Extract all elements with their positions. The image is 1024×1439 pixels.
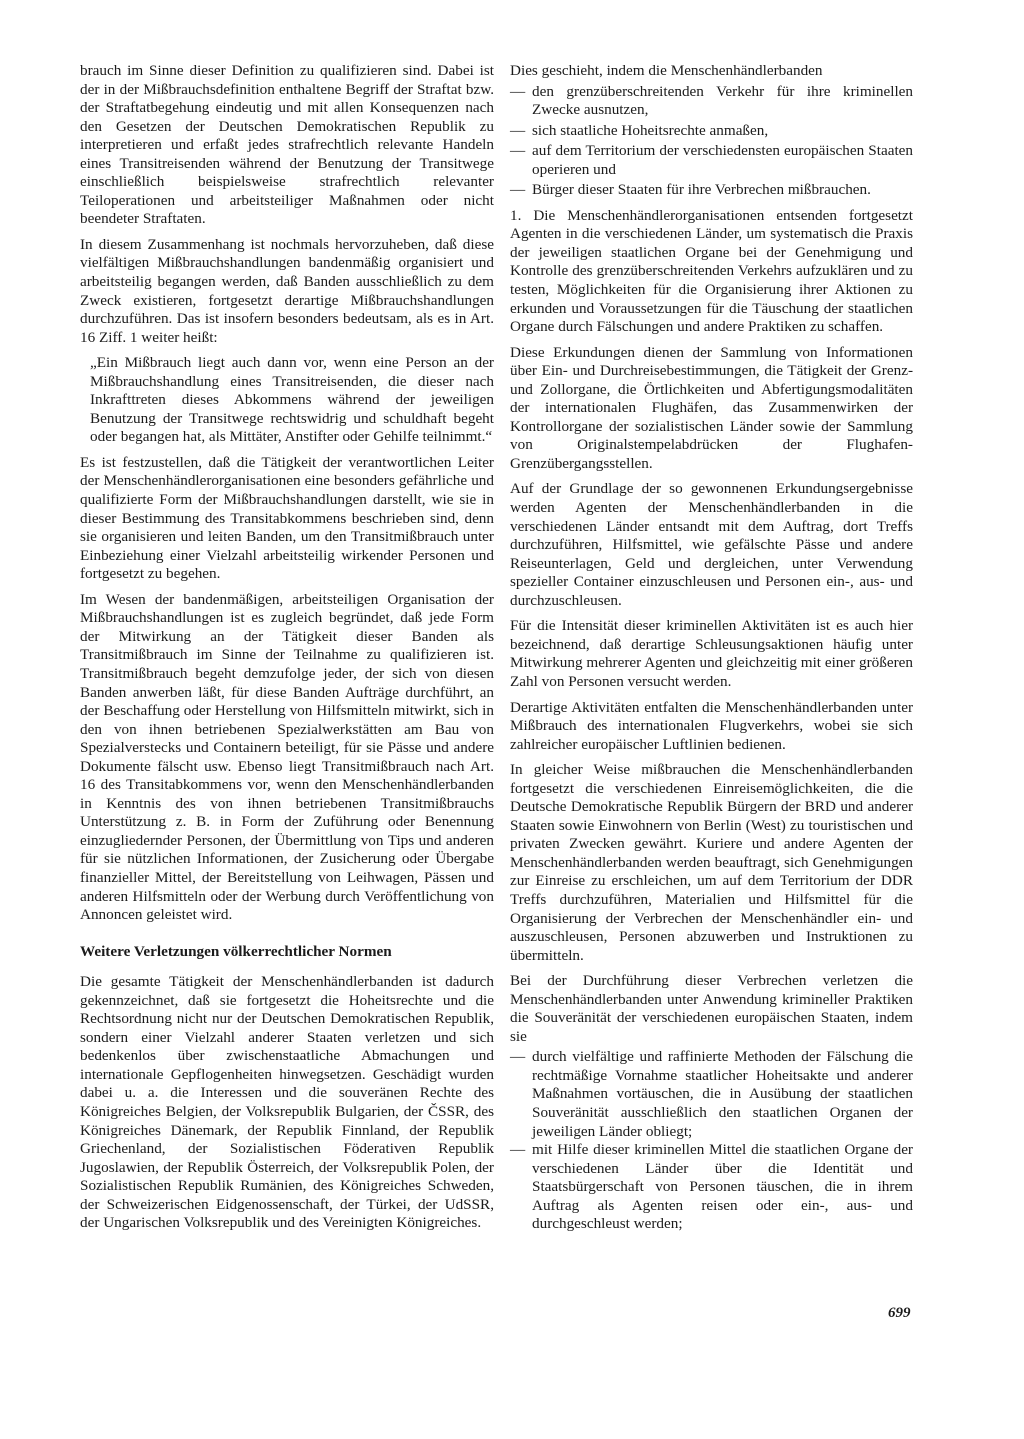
dash-list bbox=[510, 83, 913, 200]
list-item: — durch vielfältige und raffinierte Methoden der Fälschung die rechtmäßige Vornahme staatlicher Hoheitsakte und anderer Maßnahmen vortäuschen, die in Ausübung der staatlichen Souveränität ausschließlich den staatlichen Organen der jeweiligen Länder obliegt; bbox=[510, 1048, 913, 1141]
list-item: — mit Hilfe dieser kriminellen Mittel die staatlichen Organe der verschiedenen Länder über die Identität und Staatsbürgerschaft von Personen täuschen, die in ihrem Auftrag als Agenten reisen oder ein-, aus- und durchgeschleust werden; bbox=[510, 1141, 913, 1234]
paragraph: Bei der Durchführung dieser Verbrechen verletzen die Menschenhändlerbanden unter Anwendung krimineller Praktiken die Souveränität der verschiedenen europäischen Staaten, indem sie bbox=[510, 972, 913, 1045]
paragraph: Dies geschieht, indem die Menschenhändlerbanden bbox=[510, 62, 823, 79]
paragraph: Auf der Grundlage der so gewonnenen Erkundungsergebnisse werden Agenten der Menschenhändlerbanden in die verschiedenen Länder entsandt mit dem Auftrag, dort Treffs durchzuführen, Hilfsmittel, wie gefälschte Pässe und andere Reiseunterlagen, Geld und dergleichen, unter Verwendung spezieller Container einzuschleusen und Personen ein-, aus- und durchzuschleusen. bbox=[510, 480, 913, 609]
list-item: — Bürger dieser Staaten für ihre Verbrechen mißbrauchen. bbox=[510, 181, 913, 200]
list-item: — sich staatliche Hoheitsrechte anmaßen, bbox=[510, 122, 913, 141]
paragraph: Die gesamte Tätigkeit der Menschenhändlerbanden ist dadurch gekennzeichnet, daß sie fortgesetzt die Hoheitsrechte und die Rechtsordnung nicht nur der Deutschen Demokratischen Republik, sondern einer Vielzahl anderer Staaten verletzen und sich bedenkenlos über zwischenstaatliche Abmachungen und internationale Gepflogenheiten hinwegsetzen. Geschädigt wurden dabei u. a. die Interessen und die souveränen Rechte des Königreiches Belgien, der Volksrepublik Bulgarien, der ČSSR, des Königreiches Dänemark, der Republik Finnland, der Republik Griechenland, der Sozialistischen Föderativen Republik Jugoslawien, der Republik Österreich, der Volksrepublik Polen, der Sozialistischen Republik Rumänien, des Königreiches Schweden, der Schweizerischen Eidgenossenschaft, der Türkei, der UdSSR, der Ungarischen Volksrepublik und des Vereinigten Königreiches. bbox=[80, 973, 494, 1232]
dash-list bbox=[510, 1048, 913, 1233]
paragraph: In gleicher Weise mißbrauchen die Menschenhändlerbanden fortgesetzt die verschiedenen Einreisemöglichkeiten, die die Deutsche Demokratische Republik Bürgern der BRD und anderer Staaten sowie Einwohnern von Berlin (West) zu touristischen und privaten Zwecken gewährt. Kuriere und andere Agenten der Menschenhändlerbanden werden beauftragt, sich Genehmigungen zur Einreise zu erschleichen, um auf dem Territorium der DDR Treffs durchzuführen, Materialien und Hilfsmittel für die Organisierung der Verbrechen der Menschenhändler ein- und auszuschleusen, Personen abzuwerben und Instruktionen zu übermitteln. bbox=[510, 761, 913, 964]
paragraph: Diese Erkundungen dienen der Sammlung von Informationen über Ein- und Durchreisebestimmungen, die Tätigkeit der Grenz- und Zollorgane, die Örtlichkeiten und Abfertigungsmodalitäten der internationalen Flughäfen, das Zusammenwirken der Kontrollorgane der sozialistischen Länder sowie der Sammlung von Originalstempelabdrücken der Flughafen-Grenzübergangsstellen. bbox=[510, 343, 913, 472]
paragraph: Es ist festzustellen, daß die Tätigkeit der verantwortlichen Leiter der Menschenhändlerorganisationen eine besonders gefährliche und qualifizierte Form der Mißbrauchshandlungen darstellt, wie sie in dieser Bestimmung des Transitabkommens beschrieben sind, denn sie organisieren und leiten Banden, um den Transitmißbrauch unter Einbeziehung einer Vielzahl arbeitsteilig wirkender Personen und fortgesetzt zu begehen. bbox=[80, 453, 494, 583]
right-column bbox=[510, 62, 913, 1241]
paragraph: Für die Intensität dieser kriminellen Aktivitäten ist es auch hier bezeichnend, daß derartige Schleusungsaktionen häufig unter Mitwirkung mehrerer Agenten und gleichzeitig mit einer größeren Zahl von Personen versucht werden. bbox=[510, 617, 913, 690]
paragraph: 1. Die Menschenhändlerorganisationen entsenden fortgesetzt Agenten in die verschiedenen Länder, um systematisch die Praxis der jeweiligen staatlichen Organe bei der Genehmigung und Kontrolle des grenzüberschreitenden Verkehrs aufzuklären und zu testen, Möglichkeiten für die Organisierung ihrer Aktionen zu erkunden und Voraussetzungen für die Täuschung der staatlichen Organe durch Fälschungen und andere Praktiken zu schaffen. bbox=[510, 206, 913, 336]
section-heading: Weitere Verletzungen völkerrechtlicher Normen bbox=[80, 942, 392, 960]
paragraph: Im Wesen der bandenmäßigen, arbeitsteiligen Organisation der Mißbrauchshandlungen ist es zugleich begründet, daß jede Form der Mitwirkung an der Tätigkeit dieser Banden als Transitmißbrauch im Sinne der Teilnahme zu qualifizieren ist. Transitmißbrauch begeht demzufolge jeder, der sich von diesen Banden anwerben läßt, für diese Banden Aufträge durchführt, an der Beschaffung oder Herstellung von Hilfsmitteln mitwirkt, sich in den von ihnen betriebenen Spezialwerkstätten am Bau von Spezialverstecks und Containern beteiligt, für sie Pässe und andere Dokumente fälscht usw. Ebenso liegt Transitmißbrauch nach Art. 16 des Transitabkommens vor, wenn den Menschenhändlerbanden in Kenntnis des von ihnen betriebenen Transitmißbrauchs Unterstützung z. B. in Form der Zuführung oder Benennung einzugliedernder Personen, der Übermittlung von Tips und anderen für sie nützlichen Informationen, der Zusicherung oder Übergabe finanzieller Mittel, der Bereitstellung von Leihwagen, Pässen und anderen Hilfsmitteln oder der Werbung durch Veröffentlichung von Annoncen geleistet wird. bbox=[80, 590, 494, 924]
paragraph: In diesem Zusammenhang ist nochmals hervorzuheben, daß diese vielfältigen Mißbrauchshandlungen bandenmäßig organisiert und arbeitsteilig begangen werden, daß Banden ausschließlich zu dem Zweck existieren, fortgesetzt derartige Mißbrauchshandlungen durchzuführen. Das ist insofern besonders bedeutsam, als es in Art. 16 Ziff. 1 weiter heißt: bbox=[80, 235, 494, 346]
quoted-paragraph: „Ein Mißbrauch liegt auch dann vor, wenn eine Person an der Mißbrauchshandlung eines Transitreisenden, die dieser nach Inkrafttreten dieses Abkommens während der jeweiligen Benutzung der Transitwege rechtswidrig und schuldhaft begeht oder begangen hat, als Mittäter, Anstifter oder Gehilfe teilnimmt.“ bbox=[90, 354, 494, 446]
list-item: — den grenzüberschreitenden Verkehr für ihre kriminellen Zwecke ausnutzen, bbox=[510, 83, 913, 120]
paragraph: Derartige Aktivitäten entfalten die Menschenhändlerbanden unter Mißbrauch des internationalen Flugverkehrs, wobei sie sich zahlreicher europäischer Luftlinien bedienen. bbox=[510, 698, 913, 753]
list-item: — auf dem Territorium der verschiedensten europäischen Staaten operieren und bbox=[510, 142, 913, 179]
page-number: 699 bbox=[888, 1305, 911, 1321]
paragraph: brauch im Sinne dieser Definition zu qualifizieren sind. Dabei ist der in der Mißbrauchsdefinition enthaltene Begriff der Straftat bzw. der Straftatbegehung eindeutig und mit allen Konsequenzen nach den Gesetzen der Deutschen Demokratischen Republik zu interpretieren und erfaßt jedes strafrechtlich relevante Handeln eines Transitreisenden während der Benutzung der Transitwege einschließlich beispielsweise strafrechtlich relevanter Teiloperationen und arbeitsteiliger Maßnahmen oder nicht beendeter Straftaten. bbox=[80, 62, 494, 228]
left-column bbox=[80, 62, 494, 1240]
